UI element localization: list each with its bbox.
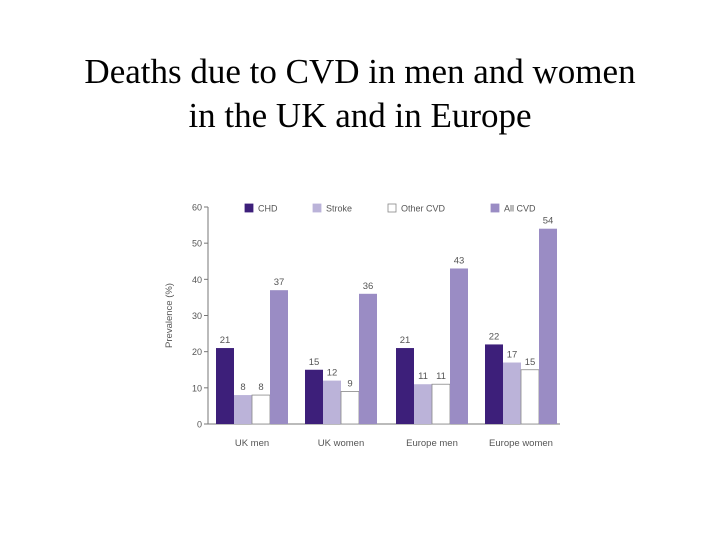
data-label: 15: [308, 356, 320, 368]
y-tick-label: 30: [191, 311, 202, 321]
bar-chd-uk-women: [305, 370, 323, 424]
bar-all-cvd-europe-men: [450, 268, 468, 424]
y-axis-title: Prevalence (%): [164, 283, 175, 348]
data-label: 37: [273, 277, 285, 289]
data-label: 36: [362, 280, 374, 292]
bar-all-cvd-europe-women: [539, 229, 557, 424]
bar-chd-uk-men: [216, 348, 234, 424]
data-label: 11: [418, 371, 428, 383]
y-tick-label: 40: [191, 274, 202, 285]
bar-chd-europe-women: [485, 344, 503, 424]
bar-other-cvd-europe-women: [521, 370, 539, 424]
data-label: 8: [240, 382, 246, 394]
data-label: 12: [326, 367, 338, 379]
data-label: 9: [347, 378, 353, 390]
bar-stroke-europe-men: [414, 384, 432, 424]
bar-other-cvd-uk-women: [341, 391, 359, 424]
data-label: 21: [219, 335, 231, 347]
data-label: 15: [524, 356, 536, 368]
y-tick-label: 60: [191, 202, 202, 213]
bar-all-cvd-uk-men: [270, 290, 288, 424]
data-label: 8: [258, 382, 264, 394]
legend-label-all-cvd: All CVD: [504, 203, 536, 214]
bar-other-cvd-europe-men: [432, 384, 450, 424]
data-label: 17: [506, 349, 518, 361]
bar-all-cvd-uk-women: [359, 294, 377, 424]
data-label: 22: [488, 331, 500, 343]
x-tick-label: Europe men: [406, 438, 458, 449]
legend-swatch-stroke: [313, 204, 321, 212]
bar-other-cvd-uk-men: [252, 395, 270, 424]
data-label: 11: [436, 371, 446, 383]
legend-swatch-other-cvd: [388, 204, 396, 212]
bar-stroke-uk-women: [323, 381, 341, 424]
x-tick-label: Europe women: [489, 438, 553, 449]
y-tick-label: 20: [191, 347, 202, 358]
legend-label-chd: CHD: [258, 203, 278, 214]
legend-swatch-all-cvd: [491, 204, 499, 212]
y-tick-label: 10: [191, 383, 202, 394]
x-tick-label: UK men: [234, 438, 270, 449]
y-tick-label: 50: [191, 238, 202, 249]
x-tick-label: UK women: [317, 438, 365, 449]
bar-stroke-uk-men: [234, 395, 252, 424]
legend-swatch-chd: [245, 204, 253, 212]
data-label: 21: [399, 335, 411, 347]
legend-label-stroke: Stroke: [326, 203, 353, 214]
bar-chd-europe-men: [396, 348, 414, 424]
title-line-1: Deaths due to CVD in men and women: [84, 52, 636, 91]
legend-label-other-cvd: Other CVD: [401, 203, 446, 214]
bar-stroke-europe-women: [503, 363, 521, 424]
y-tick-label: 0: [196, 419, 202, 430]
data-label: 54: [542, 215, 554, 227]
title-line-2: in the UK and in Europe: [188, 96, 532, 135]
data-label: 43: [453, 255, 465, 267]
